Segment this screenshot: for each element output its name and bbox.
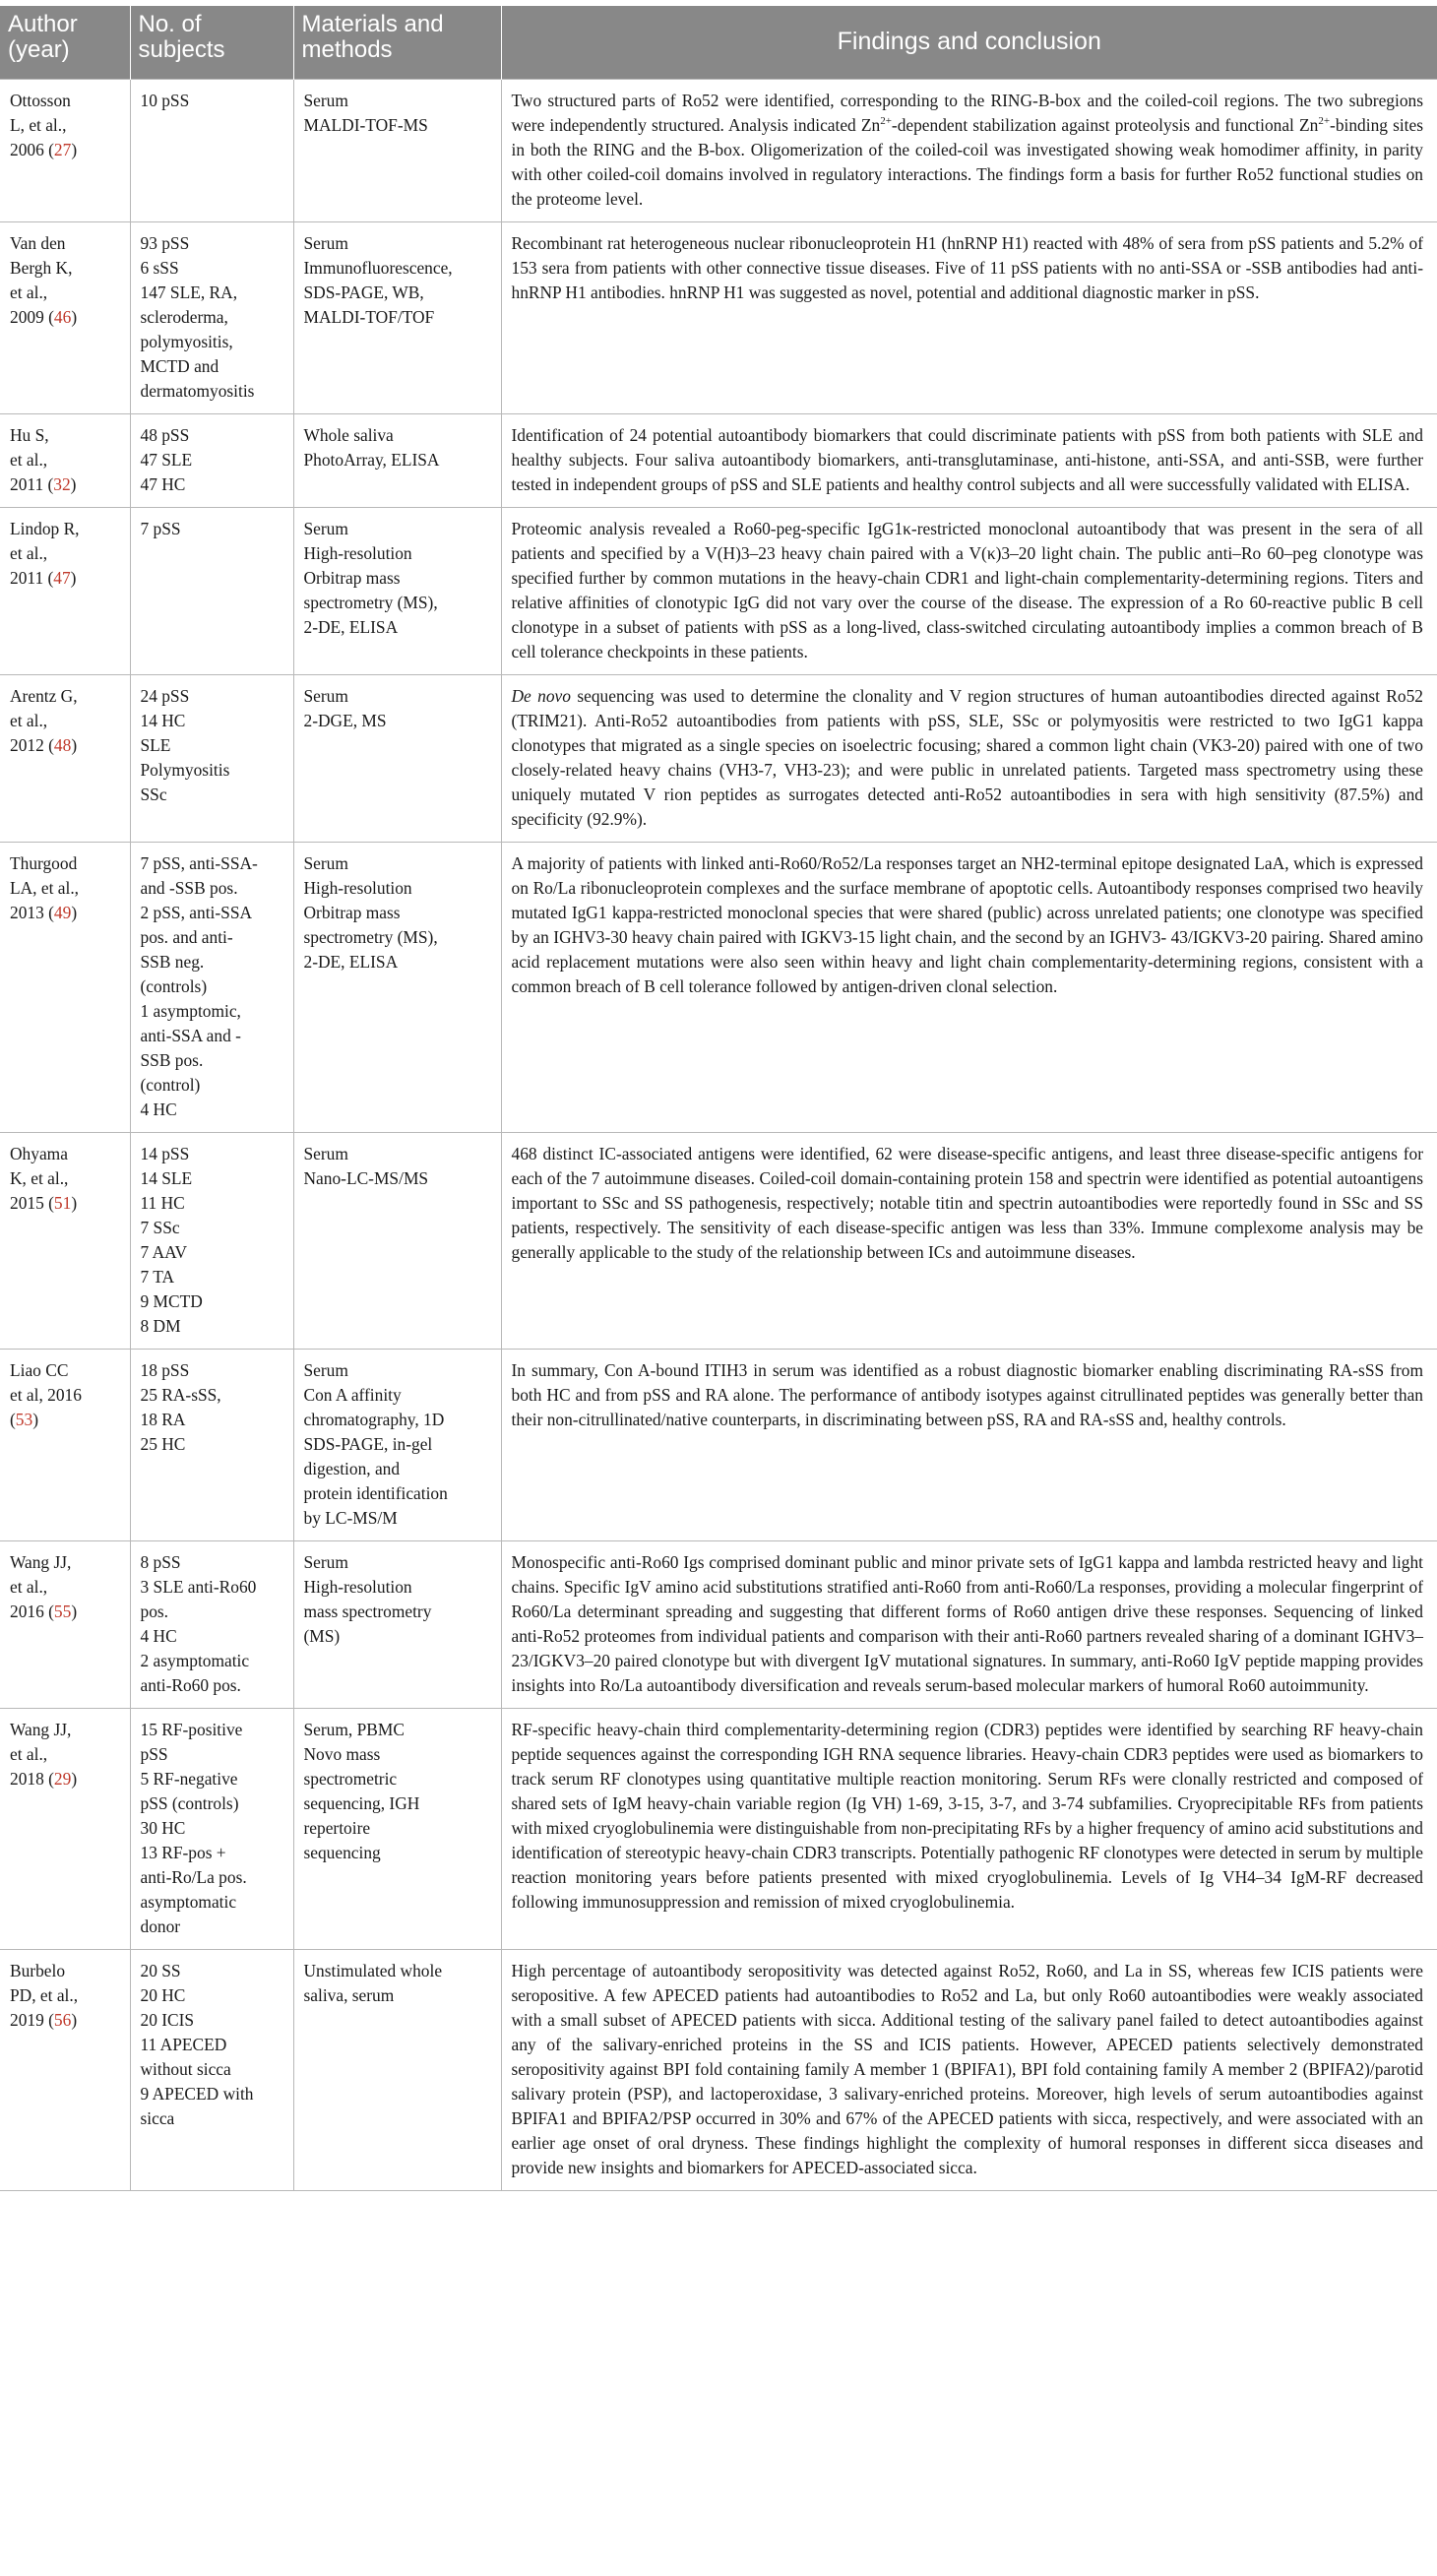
findings-cell — [501, 1950, 1437, 2191]
subjects-cell — [130, 1709, 293, 1950]
methods-cell — [293, 1541, 501, 1709]
method-line: spectrometry (MS), — [303, 927, 438, 947]
author-year-line — [10, 733, 120, 758]
author-close-paren: ) — [71, 1769, 78, 1789]
methods-cell — [293, 1709, 501, 1950]
subject-group: SSc — [140, 785, 167, 804]
findings-text: 468 distinct IC-associated antigens were identified, 62 were disease-specific antigens, and least three disease-specific antigens for each of the 7 autoimmune diseases. Coiled-coil domain-containing protein 158 and spectrin were identified as potential autoantigens important to SSc and SS pathogenesis, respectively; notable titin and spectrin autoantibodies were reportedly found in SSc and SS patients, respectively. The sensitivity of each disease-specific antigen was less than 33%. Immune complexome analysis may be generally applicable to the study of the relationship between ICs and autoimmune diseases. — [511, 1144, 1423, 1262]
author-year: 2006 ( — [10, 140, 54, 159]
author-name-line: K, et al., — [10, 1168, 69, 1188]
author-year-line — [10, 901, 120, 925]
author-close-paren: ) — [71, 735, 78, 755]
method-line: spectrometric — [303, 1769, 398, 1789]
method-line: spectrometry (MS), — [303, 593, 438, 612]
methods-cell — [293, 1950, 501, 2191]
method-line: 2-DE, ELISA — [303, 617, 399, 637]
subject-group: SSB neg. — [140, 952, 205, 972]
findings-text: Monospecific anti-Ro60 Igs comprised dominant public and minor private sets of IgG1 kappa and lambda restricted heavy and light chains. Specific IgV amino acid substitutions stratified anti-Ro60 from anti-Ro60/La responses, providing a molecular fingerprint of Ro60/La determinant spreading and suggesting that different forms of Ro60 antigen drive these responses. Sequencing of linked anti-Ro52 proteomes from individual patients and comparison with their anti-Ro60 partners revealed sharing of a dominant IGHV3–23/IGKV3–20 paired clonotype but with divergent IgV mutational signatures. In summary, anti-Ro60 IgV peptide mapping provides insights into Ro/La autoantibody diversification and reveals serum-based molecular markers of humoral Ro60 autoimmunity. — [511, 1552, 1423, 1695]
author-cell — [0, 1950, 130, 2191]
author-year-line — [10, 1600, 120, 1624]
subject-group: sicca — [140, 2108, 175, 2128]
header-author — [0, 6, 130, 80]
subject-group: 20 SS — [140, 1961, 181, 1980]
method-line: Nano-LC-MS/MS — [303, 1168, 429, 1188]
method-line: High-resolution — [303, 1577, 412, 1597]
reference-link[interactable]: 32 — [53, 474, 71, 494]
method-line: High-resolution — [303, 543, 412, 563]
author-close-paren: ) — [71, 1602, 78, 1621]
subject-group: 18 RA — [140, 1410, 186, 1429]
author-close-paren: ) — [32, 1410, 38, 1429]
author-year: 2012 ( — [10, 735, 54, 755]
method-line: by LC-MS/M — [303, 1508, 398, 1528]
author-name-line: Ottosson — [10, 91, 71, 110]
author-close-paren: ) — [71, 903, 78, 922]
method-line: Novo mass — [303, 1744, 381, 1764]
table-body — [0, 80, 1437, 2191]
header-row — [0, 6, 1437, 80]
subject-group: pos. — [140, 1602, 169, 1621]
table-row — [0, 1950, 1437, 2191]
method-line: Whole saliva — [303, 425, 394, 445]
author-name-line: Lindop R, — [10, 519, 80, 538]
findings-text: -dependent stabilization against proteolysis and functional Zn — [891, 115, 1319, 135]
subject-group: anti-Ro60 pos. — [140, 1675, 241, 1695]
reference-link[interactable]: 51 — [53, 1193, 72, 1213]
subject-group: 9 APECED with — [140, 2084, 254, 2104]
method-line: sequencing — [303, 1843, 381, 1862]
studies-table — [0, 6, 1437, 2191]
author-name-line: et al., — [10, 450, 48, 470]
table-row — [0, 508, 1437, 675]
subject-group: 1 asymptomic, — [140, 1001, 241, 1021]
subject-group: 9 MCTD — [140, 1291, 203, 1311]
author-name-line: et al., — [10, 543, 48, 563]
header-methods — [293, 6, 501, 80]
subject-group: donor — [140, 1916, 181, 1936]
subject-group: anti-Ro/La pos. — [140, 1867, 247, 1887]
method-line: sequencing, IGH — [303, 1793, 420, 1813]
author-year: 2018 ( — [10, 1769, 54, 1789]
findings-text: RF-specific heavy-chain third complementarity-determining region (CDR3) peptides were identified by searching RF heavy-chain peptide sequences against the corresponding IGH RNA sequence libraries. Heavy-chain CDR3 peptides were used as biomarkers to track serum RF clonotypes using quantitative multiple reaction monitoring. Serum RFs were clonally restricted and composed of shared sets of IgM heavy-chain variable region (Ig VH) 1-69, 3-15, 3-7, and 3-74 subfamilies. Cryoprecipitable RFs from patients with mixed cryoglobulinemia were distinguishable from non-precipitating RFs by a higher frequency of amino acid substitutions and identification of stereotypic heavy-chain CDR3 transcripts. Potentially pathogenic RF clonotypes were detected in serum by multiple reaction monitoring years before patients presented with mixed cryoglobulinemia. Levels of Ig VH4–34 IgM-RF decreased following immunosuppression and remission of mixed cryoglobulinemia. — [511, 1720, 1423, 1912]
reference-link[interactable]: 49 — [53, 903, 72, 922]
author-cell — [0, 1541, 130, 1709]
subject-group: 5 RF-negative — [140, 1769, 238, 1789]
findings-cell — [501, 508, 1437, 675]
findings-cell — [501, 222, 1437, 414]
subjects-cell — [130, 675, 293, 843]
subject-group: 47 HC — [140, 474, 186, 494]
findings-text: Recombinant rat heterogeneous nuclear ribonucleoprotein H1 (hnRNP H1) reacted with 48% of sera from pSS patients and 5.2% of 153 sera from patients with other connective tissue diseases. Five of 11 pSS patients with no anti-SSA or -SSB antibodies had anti-hnRNP H1 antibodies. hnRNP H1 was suggested as novel, potential and additional diagnostic marker in pSS. — [511, 233, 1423, 302]
findings-cell — [501, 1350, 1437, 1541]
author-year: 2015 ( — [10, 1193, 54, 1213]
subject-group: pSS — [140, 1744, 168, 1764]
header-subjects-line: No. of — [138, 11, 202, 37]
subject-group: 2 asymptomatic — [140, 1651, 250, 1670]
author-year-line — [10, 1767, 120, 1791]
method-line: Serum — [303, 519, 348, 538]
author-name-line: et al., — [10, 1744, 48, 1764]
header-author-line: Author — [8, 11, 78, 37]
subject-group: Polymyositis — [140, 760, 230, 780]
subject-group: anti-SSA and - — [140, 1026, 241, 1045]
author-name-line: Bergh K, — [10, 258, 73, 278]
author-name-line: L, et al., — [10, 115, 67, 135]
subject-group: pSS (controls) — [140, 1793, 239, 1813]
method-line: Serum — [303, 1360, 348, 1380]
methods-cell — [293, 675, 501, 843]
subjects-cell — [130, 508, 293, 675]
subject-group: 11 HC — [140, 1193, 185, 1213]
method-line: 2-DGE, MS — [303, 711, 387, 730]
author-year: 2009 ( — [10, 307, 54, 327]
subject-group: 7 pSS — [140, 519, 181, 538]
method-line: Immunofluorescence, — [303, 258, 453, 278]
table-row — [0, 414, 1437, 508]
author-name-line: Hu S, — [10, 425, 49, 445]
author-year: 2019 ( — [10, 2010, 54, 2030]
table-row — [0, 1709, 1437, 1950]
subject-group: MCTD and — [140, 356, 219, 376]
findings-cell — [501, 1541, 1437, 1709]
subject-group: dermatomyositis — [140, 381, 255, 401]
findings-cell — [501, 1133, 1437, 1350]
method-line: Serum — [303, 853, 348, 873]
subject-group: 8 DM — [140, 1316, 181, 1336]
findings-text: Two structured parts of Ro52 were identified, corresponding to the RING-B-box and the coiled-coil regions. The two subregions were independently structured. Analysis indicated Zn — [511, 91, 1423, 135]
author-cell — [0, 80, 130, 222]
author-year: 2016 ( — [10, 1602, 54, 1621]
subject-group: 14 HC — [140, 711, 186, 730]
methods-cell — [293, 222, 501, 414]
author-name-line: Liao CC — [10, 1360, 69, 1380]
table-row — [0, 1541, 1437, 1709]
subject-group: 3 SLE anti-Ro60 — [140, 1577, 257, 1597]
author-cell — [0, 675, 130, 843]
subject-group: 8 pSS — [140, 1552, 181, 1572]
reference-link[interactable]: 55 — [53, 1602, 72, 1621]
method-line: SDS-PAGE, in-gel — [303, 1434, 433, 1454]
subject-group: 14 SLE — [140, 1168, 193, 1188]
header-subjects — [130, 6, 293, 80]
method-line: mass spectrometry — [303, 1602, 432, 1621]
header-findings: Findings and conclusion — [501, 6, 1437, 80]
header-methods-line: methods — [301, 36, 393, 63]
reference-link[interactable]: 56 — [53, 2010, 72, 2030]
author-year: ( — [10, 1410, 16, 1429]
author-close-paren: ) — [71, 140, 78, 159]
subject-group: 18 pSS — [140, 1360, 190, 1380]
method-line: PhotoArray, ELISA — [303, 450, 440, 470]
header-subjects-line: subjects — [138, 36, 225, 63]
subject-group: 2 pSS, anti-SSA — [140, 903, 253, 922]
subject-group: (controls) — [140, 976, 208, 996]
method-line: digestion, and — [303, 1459, 401, 1478]
findings-emphasis: De novo — [511, 686, 571, 706]
table-row — [0, 80, 1437, 222]
subjects-cell — [130, 1350, 293, 1541]
subject-group: 11 APECED — [140, 2035, 227, 2054]
subject-group: pos. and anti- — [140, 927, 233, 947]
findings-cell — [501, 1709, 1437, 1950]
author-close-paren: ) — [70, 568, 77, 588]
author-year: 2011 ( — [10, 474, 54, 494]
reference-link[interactable]: 47 — [53, 568, 71, 588]
reference-link[interactable]: 53 — [15, 1410, 33, 1429]
table-row — [0, 1350, 1437, 1541]
author-name-line: Ohyama — [10, 1144, 68, 1163]
author-year-line — [10, 2008, 120, 2033]
author-name-line: et al., — [10, 283, 48, 302]
findings-cell — [501, 843, 1437, 1133]
method-line: Serum — [303, 1552, 348, 1572]
author-name-line: PD, et al., — [10, 1985, 79, 2005]
author-name-line: Van den — [10, 233, 66, 253]
subjects-cell — [130, 1950, 293, 2191]
findings-text: -binding sites in both the RING and the B-box. Oligomerization of the coiled-coil was investigated showing weak homodimer affinity, in parity with other coiled-coil domains involved in regulatory interactions. The findings form a basis for further Ro52 functional studies on the proteome level. — [511, 115, 1423, 209]
findings-cell — [501, 675, 1437, 843]
methods-cell — [293, 508, 501, 675]
method-line: (MS) — [303, 1626, 341, 1646]
subject-group: asymptomatic — [140, 1892, 237, 1912]
superscript-charge: 2+ — [880, 115, 892, 128]
subject-group: 25 RA-sSS, — [140, 1385, 221, 1405]
methods-cell — [293, 843, 501, 1133]
subject-group: 10 pSS — [140, 91, 190, 110]
subjects-cell — [130, 1133, 293, 1350]
subjects-cell — [130, 222, 293, 414]
method-line: repertoire — [303, 1818, 371, 1838]
author-close-paren: ) — [71, 2010, 78, 2030]
methods-cell — [293, 80, 501, 222]
subject-group: 30 HC — [140, 1818, 186, 1838]
method-line: Serum, PBMC — [303, 1720, 405, 1739]
method-line: Serum — [303, 233, 348, 253]
author-name-line: et al., — [10, 711, 48, 730]
subject-group: and -SSB pos. — [140, 878, 238, 898]
subject-group: without sicca — [140, 2059, 231, 2079]
subject-group: scleroderma, — [140, 307, 228, 327]
methods-cell — [293, 1350, 501, 1541]
author-year-line — [10, 566, 120, 591]
subject-group: 4 HC — [140, 1626, 177, 1646]
reference-link[interactable]: 29 — [53, 1769, 72, 1789]
subject-group: 15 RF-positive — [140, 1720, 243, 1739]
subject-group: 24 pSS — [140, 686, 190, 706]
author-year-line — [10, 472, 120, 497]
subject-group: 20 HC — [140, 1985, 186, 2005]
method-line: MALDI-TOF/TOF — [303, 307, 435, 327]
author-cell — [0, 1350, 130, 1541]
subject-group: 6 sSS — [140, 258, 179, 278]
method-line: Unstimulated whole — [303, 1961, 443, 1980]
findings-text: A majority of patients with linked anti-Ro60/Ro52/La responses target an NH2-terminal epitope designated LaA, which is expressed on Ro/La ribonucleoprotein complexes and the surface membrane of apoptotic cells. Autoantibody responses comprised two heavily mutated IgG1 kappa-restricted monoclonal species that were shared (public) across unrelated patients; one clonotype was specified by an IGHV3-30 heavy chain paired with IGKV3-15 light chain, and the second by an IGHV3- 43/IGKV3-20 pairing. Shared amino acid replacement mutations were also seen within heavy and light chain complementarity-determining regions, consistent with a common breach of B cell tolerance followed by antigen-driven clonal selection. — [511, 853, 1423, 996]
author-cell — [0, 1133, 130, 1350]
method-line: Orbitrap mass — [303, 903, 401, 922]
reference-link[interactable]: 48 — [53, 735, 72, 755]
author-name-line: LA, et al., — [10, 878, 80, 898]
method-line: Con A affinity — [303, 1385, 402, 1405]
subject-group: 48 pSS — [140, 425, 190, 445]
author-name-line: Wang JJ, — [10, 1552, 72, 1572]
subject-group: 7 AAV — [140, 1242, 188, 1262]
findings-text: sequencing was used to determine the clonality and V region structures of human autoantibodies directed against Ro52 (TRIM21). Anti-Ro52 autoantibodies from patients with pSS, SLE, SSc or polymyositis were restricted to two IgG1 kappa clonotypes that migrated as a single species on isoelectric focusing; shared a common light chain (VK3-20) paired with one of two closely-related heavy chains (VH3-7, VH3-23); and were public in unrelated patients. Targeted mass spectrometry using these uniquely mutated V rion peptides as surrogates detected anti-Ro52 autoantibodies in sera with high sensitivity (87.5%) and specificity (92.9%). — [511, 686, 1423, 829]
author-cell — [0, 222, 130, 414]
author-name-line: Burbelo — [10, 1961, 66, 1980]
table-row — [0, 222, 1437, 414]
header-methods-line: Materials and — [301, 11, 444, 37]
subjects-cell — [130, 414, 293, 508]
subject-group: 93 pSS — [140, 233, 190, 253]
subject-group: 14 pSS — [140, 1144, 190, 1163]
method-line: High-resolution — [303, 878, 412, 898]
author-cell — [0, 843, 130, 1133]
subject-group: SLE — [140, 735, 171, 755]
findings-text: High percentage of autoantibody seropositivity was detected against Ro52, Ro60, and La in SS, whereas few ICIS patients were seropositive. A few APECED patients had autoantibodies to Ro52 and La, but only Ro60 autoantibodies were weakly associated with a small subset of APECED patients with sicca. Additional testing of the salivary panel failed to detect autoantibodies against any of the salivary-enriched proteins in the SS and ICIS patients. However, APECED patients selectively demonstrated seropositivity against BPI fold containing family A member 1 (BPIFA1), BPI fold containing family A member 2 (BPIFA2)/parotid salivary protein (PSP), and lactoperoxidase, 3 salivary-enriched proteins. Moreover, high levels of serum autoantibodies against BPIFA1 and BPIFA2/PSP occurred in 30% and 67% of the APECED patients with sicca, respectively, and were associated with an earlier age onset of oral dryness. These findings highlight the complexity of humoral responses in different sicca diseases and provide new insights and biomarkers for APECED-associated sicca. — [511, 1961, 1423, 2177]
author-cell — [0, 414, 130, 508]
subject-group: (control) — [140, 1075, 201, 1095]
findings-text: Proteomic analysis revealed a Ro60-peg-specific IgG1κ-restricted monoclonal autoantibody that was present in the sera of all patients and specified by a V(H)3–23 heavy chain paired with a V(κ)3–20 light chain. The public anti–Ro 60–peg clonotype was specified further by common mutations in the heavy-chain CDR1 and light-chain complementarity-determining regions. Titers and relative affinities of clonotypic IgG did not vary over the course of the disease. The expression of a Ro 60-reactive public B cell clonotype in a subset of patients with pSS as a long-lived, class-switched circulating autoantibody implies a common breach of B cell tolerance checkpoints in these patients. — [511, 519, 1423, 661]
reference-link[interactable]: 46 — [53, 307, 72, 327]
methods-cell — [293, 414, 501, 508]
method-line: Serum — [303, 1144, 348, 1163]
subjects-cell — [130, 80, 293, 222]
reference-link[interactable]: 27 — [53, 140, 72, 159]
subject-group: 13 RF-pos + — [140, 1843, 226, 1862]
findings-cell — [501, 414, 1437, 508]
method-line: 2-DE, ELISA — [303, 952, 399, 972]
findings-text: Identification of 24 potential autoantibody biomarkers that could discriminate patients with pSS from both patients with SLE and healthy subjects. Four saliva autoantibody biomarkers, anti-transglutaminase, anti-histone, anti-SSA, and anti-SSB, were further tested in independent groups of pSS and SLE patients and healthy control subjects and all were successfully validated with ELISA. — [511, 425, 1423, 494]
subject-group: 147 SLE, RA, — [140, 283, 238, 302]
header-author-line: (year) — [8, 36, 70, 63]
subject-group: 7 TA — [140, 1267, 175, 1287]
subject-group: 47 SLE — [140, 450, 193, 470]
subject-group: SSB pos. — [140, 1050, 204, 1070]
method-line: Orbitrap mass — [303, 568, 401, 588]
table-row — [0, 1133, 1437, 1350]
subject-group: 4 HC — [140, 1100, 177, 1119]
author-year-line — [10, 305, 120, 330]
table-row — [0, 675, 1437, 843]
methods-cell — [293, 1133, 501, 1350]
subject-group: 7 pSS, anti-SSA- — [140, 853, 258, 873]
subjects-cell — [130, 843, 293, 1133]
author-close-paren: ) — [70, 474, 77, 494]
author-year-line — [10, 1408, 120, 1432]
author-name-line: Arentz G, — [10, 686, 78, 706]
author-close-paren: ) — [71, 1193, 78, 1213]
subject-group: polymyositis, — [140, 332, 233, 351]
subject-group: 7 SSc — [140, 1218, 180, 1237]
subject-group: 25 HC — [140, 1434, 186, 1454]
author-year-line — [10, 138, 120, 162]
method-line: Serum — [303, 91, 348, 110]
subject-group: 20 ICIS — [140, 2010, 195, 2030]
author-year: 2011 ( — [10, 568, 54, 588]
author-cell — [0, 1709, 130, 1950]
author-year: 2013 ( — [10, 903, 54, 922]
author-cell — [0, 508, 130, 675]
author-close-paren: ) — [71, 307, 78, 327]
findings-text: In summary, Con A-bound ITIH3 in serum was identified as a robust diagnostic biomarker enabling discriminating RA-sSS from both HC and from pSS and RA alone. The performance of antibody isotypes against citrullinated peptides was generally better than their non-citrullinated/native counterparts, in discriminating between pSS, RA and RA-sSS and, healthy controls. — [511, 1360, 1423, 1429]
author-name-line: Wang JJ, — [10, 1720, 72, 1739]
method-line: SDS-PAGE, WB, — [303, 283, 424, 302]
author-name-line: et al, 2016 — [10, 1385, 82, 1405]
method-line: MALDI-TOF-MS — [303, 115, 428, 135]
author-name-line: Thurgood — [10, 853, 78, 873]
author-year-line — [10, 1191, 120, 1216]
method-line: chromatography, 1D — [303, 1410, 445, 1429]
table-row — [0, 843, 1437, 1133]
subjects-cell — [130, 1541, 293, 1709]
superscript-charge: 2+ — [1318, 115, 1331, 128]
findings-cell — [501, 80, 1437, 222]
method-line: Serum — [303, 686, 348, 706]
method-line: saliva, serum — [303, 1985, 395, 2005]
author-name-line: et al., — [10, 1577, 48, 1597]
method-line: protein identification — [303, 1483, 448, 1503]
